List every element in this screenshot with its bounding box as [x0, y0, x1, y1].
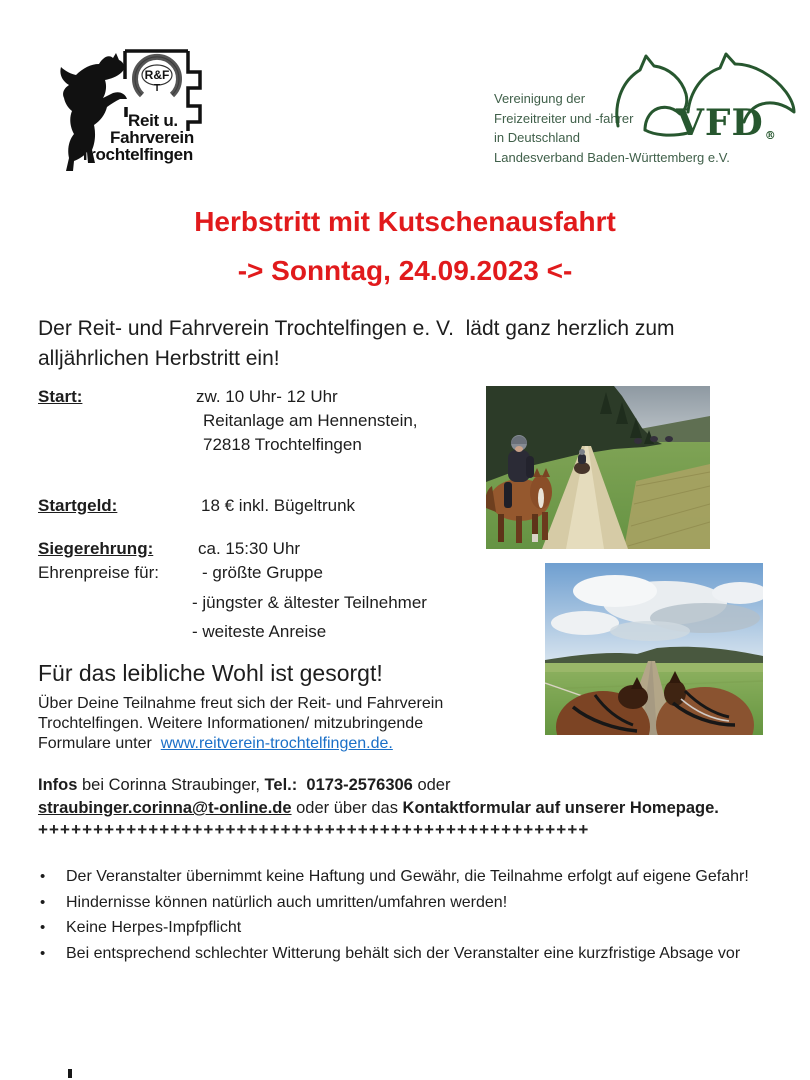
contact-line2: straubinger.corinna@t-online.de oder über das Kontaktformular auf unserer Homepage.: [38, 799, 719, 817]
photo-riders-on-trail: [486, 386, 710, 549]
intro-paragraph: Der Reit- und Fahrverein Trochtelfingen e. V. lädt ganz herzlich zum alljährlichen Herbstritt ein!: [38, 317, 675, 370]
start-label: Start:: [38, 387, 83, 406]
forms-text: Formulare unter: [38, 735, 161, 752]
conditions-list: [38, 864, 780, 966]
catering-heading: Für das leibliche Wohl ist gesorgt!: [38, 660, 383, 686]
event-title: [0, 197, 810, 295]
start-location: Reitanlage am Hennenstein,: [203, 411, 418, 430]
club-logo: [55, 45, 215, 175]
vfd-text-line: Freizeitreiter und -fahrer: [494, 110, 634, 126]
participation-line2: Trochtelfingen. Weitere Informationen/ mitzubringende: [38, 715, 424, 732]
plus-separator: ++++++++++++++++++++++++++++++++++++++++++++++++++: [38, 820, 590, 839]
cutoff-text-mark: [68, 1069, 72, 1078]
vfd-acronym: VFD®: [676, 102, 777, 144]
vfd-text-line: Landesverband Baden-Württemberg e.V.: [494, 149, 730, 165]
prize-item: - größte Gruppe: [202, 563, 323, 582]
vfd-text-line: in Deutschland: [494, 130, 580, 145]
horseshoe-letter: T: [153, 83, 161, 94]
list-item: • Bei entsprechend schlechter Witterung behält sich der Veranstalter eine kurzfristige Absage vor: [38, 941, 780, 967]
phone-number: Tel.: 0173-2576306: [264, 776, 413, 794]
event-title-line2: -> Sonntag, 24.09.2023 <-: [237, 255, 573, 286]
contact-form-text: Kontaktformular auf unserer Homepage.: [402, 799, 719, 817]
club-name-line: Fahrverein: [110, 128, 194, 147]
horseshoe-initials: R&F: [144, 68, 170, 82]
participation-line3: [38, 735, 393, 753]
participation-line1: Über Deine Teilnahme freut sich der Reit- und Fahrverein: [38, 695, 444, 712]
homepage-link[interactable]: www.reitverein-trochtelfingen.de.: [160, 735, 393, 752]
award-ceremony-label: Siegerehrung:: [38, 539, 154, 558]
entry-fee-value: 18 € inkl. Bügeltrunk: [201, 496, 356, 515]
list-item: • Keine Herpes-Impfpflicht: [38, 915, 780, 941]
infos-word: Infos: [38, 776, 78, 794]
vfd-text-line: Vereinigung der: [494, 91, 586, 106]
event-title-line1: Herbstritt mit Kutschenausfahrt: [194, 206, 616, 237]
list-item: • Hindernisse können natürlich auch umritten/umfahren werden!: [38, 890, 780, 916]
photo-carriage-view: [545, 563, 763, 735]
email-link[interactable]: straubinger.corinna@t-online.de: [38, 799, 292, 817]
list-item: • Der Veranstalter übernimmt keine Haftung und Gewähr, die Teilnahme erfolgt auf eigene Gefahr!: [38, 864, 780, 890]
club-name-line: Reit u.: [128, 111, 178, 130]
entry-fee-label: Startgeld:: [38, 496, 118, 515]
prizes-label: Ehrenpreise für:: [38, 563, 159, 582]
contact-line1: Infos bei Corinna Straubinger, Tel.: 0173-2576306 oder: [38, 776, 451, 794]
award-ceremony-time: ca. 15:30 Uhr: [198, 539, 301, 558]
club-name-line: Trochtelfingen: [80, 145, 193, 164]
prize-item: - jüngster & ältester Teilnehmer: [192, 593, 427, 612]
registered-mark: ®: [764, 129, 777, 142]
prize-item: - weiteste Anreise: [192, 622, 327, 641]
vfd-logo: [478, 42, 798, 170]
start-city: 72818 Trochtelfingen: [203, 435, 362, 454]
start-time: zw. 10 Uhr- 12 Uhr: [196, 387, 338, 406]
